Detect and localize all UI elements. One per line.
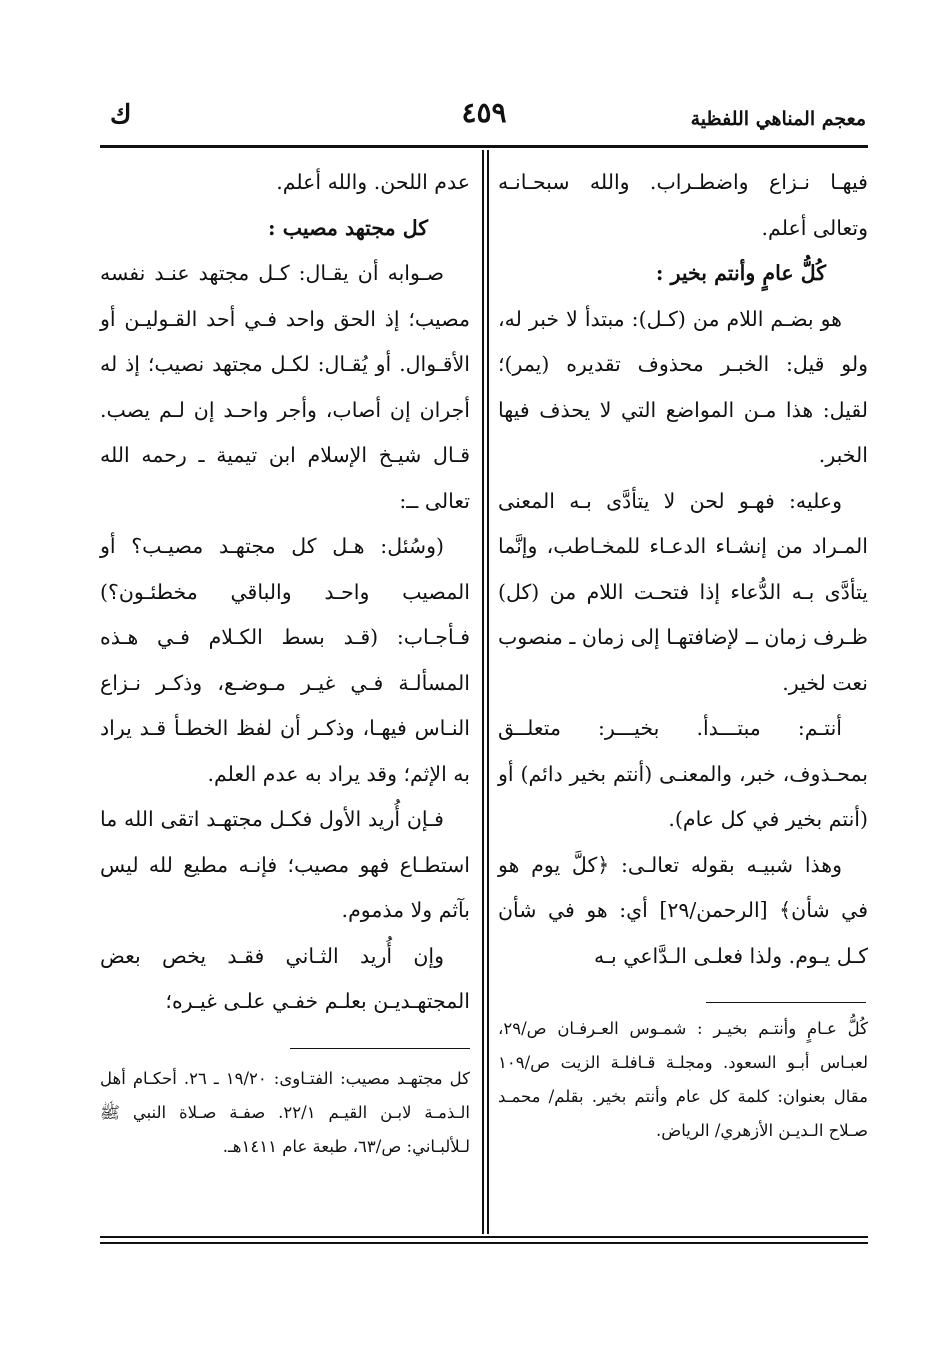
footnote-rule-right	[706, 1002, 866, 1003]
column-divider	[482, 150, 489, 1234]
paragraph: فـإن أُريد الأول فكـل مجتهـد اتقى الله ما استطـاع فهو مصيب؛ فإنـه مطيع لله ليس بآثم ولا مذموم.	[100, 807, 470, 922]
book-title: معجم المناهي اللفظية	[690, 108, 866, 130]
paragraph: صـوابه أن يقـال: كـل مجتهد عنـد نفسه مصيب؛ إذ الحق واحد فـي أحد القـوليـن أو الأقـوال. أو يُقـال: لكـل مجتهد نصيب؛ إذ له أجران إن أصاب، وأجر واحـد إن لـم يصب. قـال شيـخ الإسلام ابن تيمية ـ رحمه الله تعالى ــ:	[100, 261, 470, 513]
footnote-text: كل مجتهـد مصيب: الفتـاوى: ١٩/٢٠ ـ ٢٦. أحكـام أهل الـذمـة لابـن القيـم ٢٢/١. صفـة صـلاة النبي ﷺ لـلألبـاني: ص/٦٣، طبعة عام ١٤١١هـ.	[100, 1069, 470, 1156]
paragraph: فيهـا نـزاع واضطـراب. والله سبحـانـه وتعالى أعلم.	[498, 170, 868, 240]
paragraph: وإن أُريد الثـاني فقـد يخص بعض المجتهـديـن بعلـم خفـي علـى غيـره؛	[100, 943, 470, 1013]
footer-rule	[100, 1242, 868, 1244]
footnote-rule-left	[290, 1048, 470, 1049]
right-column	[498, 160, 868, 979]
paragraph: وهذا شبيـه بقوله تعالـى: ﴿كلَّ يوم هو في شأن﴾ [الرحمن/٢٩] أي: هو في شأن كـل يـوم. ولذا فعلـى الـدَّاعي بـه	[498, 852, 868, 968]
paragraph: هو بضـم اللام من (كـل): مبتدأ لا خبر له، ولو قيل: الخبـر محذوف تقديره (يمر)؛ لقيل: هذا مـن المواضع التي لا يحذف فيها الخبر.	[498, 306, 868, 467]
paragraph: وعليه: فهـو لحن لا يتأدَّى بـه المعنى المـراد من إنشـاء الدعـاء للمخـاطب، وإنَّما يتأدَّى بـه الدُّعاء إذا فتحـت اللام من (كل) ظـرف زمان ــ لإضافتهـا إلى زمان ـ منصوب نعت لخير.	[498, 488, 868, 695]
paragraph: (وسُئل: هـل كل مجتهـد مصيـب؟ أو المصيب واحـد والباقي مخطئـون؟) فـأجـاب: (قـد بسط الكـلام فـي هـذه المسألـة فـي غيـر مـوضـع، وذكـر نـزاع النـاس فيهـا، وذكـر أن لفظ الخطـأ قـد يراد به الإثم؛ وقد يراد به عدم العلم.	[100, 534, 470, 786]
page-number: ٤٥٩	[461, 96, 507, 129]
entry-heading: كل مجتهد مصيب :	[268, 215, 428, 240]
paragraph: عدم اللحن. والله أعلم.	[276, 170, 470, 194]
section-letter: ك	[110, 100, 132, 130]
footnote-text: كُلُّ عـامٍ وأنتـم بخيـر : شمـوس العـرفـان ص/٢٩، لعبـاس أبـو السعود. ومجلـة قـافلـة الزيت ص/١٠٩ مقال بعنوان: كلمة كل عام وأنتم بخير. بقلم/ محمـد صـلاح الـديـن الأزهري/ الرياض.	[498, 1019, 868, 1140]
left-column	[100, 160, 470, 1025]
page-header	[100, 96, 868, 144]
header-rule	[100, 145, 868, 148]
footer-rule	[100, 1236, 868, 1238]
entry-heading: كُلُّ عامٍ وأنتم بخير :	[655, 261, 826, 285]
paragraph: أنتـم: مبتـــدأ. بخيـــر: متعلــق بمحـذوف، خبر، والمعنـى (أنتم بخير دائم) أو (أنتم بخير في كل عام).	[498, 716, 868, 831]
footnote-right	[498, 1012, 868, 1148]
footnote-left	[100, 1062, 470, 1164]
